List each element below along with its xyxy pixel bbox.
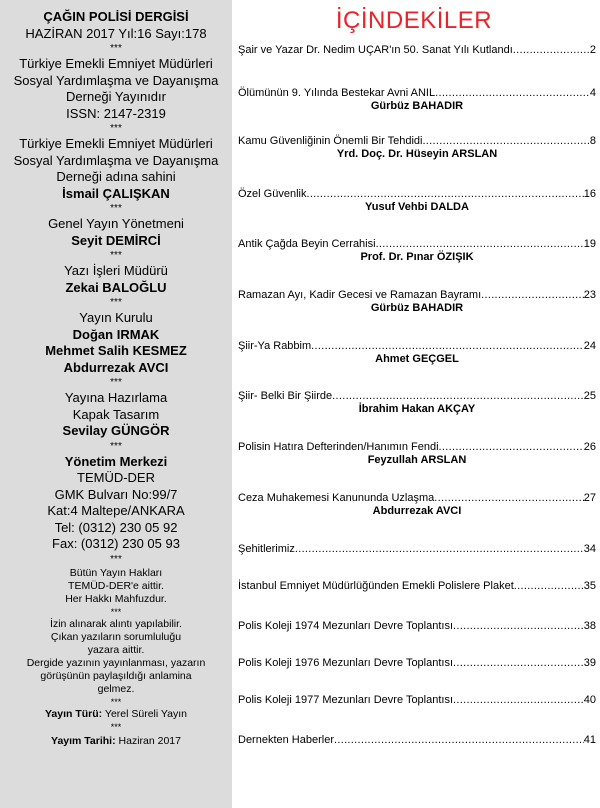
toc-page-number: 38 bbox=[583, 620, 596, 632]
toc-leader-dots bbox=[311, 340, 584, 353]
masthead-line: Çıkan yazıların sorumluluğu bbox=[50, 630, 182, 643]
toc-entry-row bbox=[238, 289, 596, 302]
separator-stars: *** bbox=[110, 721, 122, 732]
masthead-line: TEMÜD-DER bbox=[77, 470, 155, 485]
toc-entry-title: Ölümünün 9. Yılında Bestekar Avni ANIL bbox=[238, 87, 436, 99]
toc-title: İÇİNDEKİLER bbox=[335, 7, 493, 34]
masthead-line: Zekai BALOĞLU bbox=[65, 279, 167, 295]
masthead-line: Kat:4 Maltepe/ANKARA bbox=[47, 503, 185, 518]
masthead-line: Türkiye Emekli Emniyet Müdürleri bbox=[19, 136, 213, 151]
masthead-line: HAZİRAN 2017 Yıl:16 Sayı:178 bbox=[25, 25, 207, 41]
masthead-line: Seyit DEMİRCİ bbox=[71, 232, 161, 248]
toc-leader-dots bbox=[453, 620, 584, 633]
toc-page-number: 23 bbox=[583, 289, 596, 301]
toc-entry-row bbox=[238, 188, 596, 201]
toc-entry-author: Abdurrezak AVCI bbox=[372, 505, 462, 517]
toc-entry-row bbox=[238, 135, 596, 148]
toc-entry-title: Şiir- Belki Bir Şiirde bbox=[238, 390, 333, 402]
separator-stars: *** bbox=[110, 203, 122, 214]
toc-entry-title: Polis Koleji 1977 Mezunları Devre Toplantısı bbox=[238, 694, 454, 706]
separator-stars: *** bbox=[110, 553, 122, 565]
toc-leader-dots bbox=[513, 44, 590, 57]
masthead-line: Yönetim Merkezi bbox=[64, 453, 168, 469]
separator-stars: *** bbox=[110, 297, 122, 308]
toc-entry bbox=[238, 441, 596, 467]
masthead-line: Sosyal Yardımlaşma ve Dayanışma bbox=[13, 72, 219, 88]
toc-entry bbox=[238, 44, 596, 57]
masthead-line: İzin alınarak alıntı yapılabilir. bbox=[50, 617, 182, 630]
separator-stars: *** bbox=[110, 606, 122, 617]
toc-entry bbox=[238, 340, 596, 366]
toc-entry bbox=[238, 87, 596, 113]
masthead-line: Sevilay GÜNGÖR bbox=[62, 423, 170, 438]
masthead-sidebar bbox=[0, 0, 232, 808]
toc-page-number: 34 bbox=[583, 543, 596, 555]
masthead-line: Türkiye Emekli Emniyet Müdürleri bbox=[19, 56, 213, 71]
toc-page-number: 16 bbox=[583, 188, 596, 200]
toc-entry bbox=[238, 492, 596, 518]
toc-page-number: 19 bbox=[583, 238, 596, 250]
separator-stars: *** bbox=[110, 696, 122, 707]
masthead-line: TEMÜD-DER'e aittir. bbox=[68, 579, 164, 592]
masthead-line: Abdurrezak AVCI bbox=[63, 359, 169, 375]
toc-entry bbox=[238, 135, 596, 161]
toc-entry-row bbox=[238, 543, 596, 556]
toc-entry-author: Yrd. Doç. Dr. Hüseyin ARSLAN bbox=[336, 148, 498, 160]
toc-entry-row bbox=[238, 390, 596, 403]
separator-stars: *** bbox=[110, 43, 122, 54]
toc-entry-title: Ramazan Ayı, Kadir Gecesi ve Ramazan Bayramı bbox=[238, 289, 482, 301]
table-of-contents bbox=[238, 0, 598, 808]
toc-entry bbox=[238, 694, 596, 707]
masthead-line: Bütün Yayın Hakları bbox=[69, 566, 163, 579]
toc-page-number: 40 bbox=[583, 694, 596, 706]
toc-leader-dots bbox=[434, 492, 583, 505]
masthead-line: Derneği Yayınıdır bbox=[66, 89, 166, 104]
toc-leader-dots bbox=[453, 657, 584, 670]
toc-entry bbox=[238, 657, 596, 670]
masthead-line: Dergide yazının yayınlanması, yazarın bbox=[26, 656, 206, 669]
masthead-line: ÇAĞIN POLİSİ DERGİSİ bbox=[43, 9, 189, 24]
toc-entry-title: Şair ve Yazar Dr. Nedim UÇAR'ın 50. Sanat Yılı Kutlandı bbox=[238, 44, 513, 56]
masthead-line: Yayına Hazırlama bbox=[64, 390, 168, 405]
toc-entry-row bbox=[238, 87, 596, 100]
masthead-line: Mehmet Salih KESMEZ bbox=[45, 343, 187, 358]
toc-page-number: 41 bbox=[583, 734, 596, 746]
toc-entry-row bbox=[238, 657, 596, 670]
toc-entry-title: Şiir-Ya Rabbim bbox=[238, 340, 312, 352]
toc-entry-author: İbrahim Hakan AKÇAY bbox=[358, 403, 476, 415]
toc-leader-dots bbox=[453, 694, 584, 707]
toc-page-number: 39 bbox=[583, 657, 596, 669]
toc-entry-title: Polis Koleji 1976 Mezunları Devre Toplantısı bbox=[238, 657, 454, 669]
toc-entry-row bbox=[238, 340, 596, 353]
toc-page-number: 26 bbox=[583, 441, 596, 453]
masthead-line: Sosyal Yardımlaşma ve Dayanışma bbox=[13, 152, 219, 168]
masthead-line: Kapak Tasarım bbox=[72, 406, 160, 422]
separator-stars: *** bbox=[110, 250, 122, 261]
separator-stars: *** bbox=[110, 123, 122, 134]
toc-entry-row bbox=[238, 492, 596, 505]
toc-entry-title: İstanbul Emniyet Müdürlüğünden Emekli Polislere Plaket bbox=[238, 580, 514, 592]
toc-leader-dots bbox=[332, 390, 584, 403]
toc-leader-dots bbox=[481, 289, 584, 302]
masthead-lines bbox=[0, 9, 232, 708]
toc-entry-row bbox=[238, 441, 596, 454]
toc-leader-dots bbox=[422, 135, 589, 148]
masthead-line: gelmez. bbox=[97, 682, 135, 695]
toc-entry-author: Gürbüz BAHADIR bbox=[370, 302, 464, 314]
publication-type: Yayın Türü: Yerel Süreli Yayın bbox=[44, 707, 188, 720]
toc-entry-author: Prof. Dr. Pınar ÖZIŞIK bbox=[360, 251, 474, 263]
toc-entry bbox=[238, 580, 596, 593]
toc-entry-title: Özel Güvenlik bbox=[238, 188, 307, 200]
toc-entry bbox=[238, 188, 596, 214]
toc-entry-title: Şehitlerimiz bbox=[238, 543, 295, 555]
toc-page-number: 25 bbox=[583, 390, 596, 402]
toc-entry-author: Yusuf Vehbi DALDA bbox=[365, 201, 469, 213]
toc-entry-row bbox=[238, 694, 596, 707]
toc-entry-title: Dernekten Haberler bbox=[238, 734, 334, 746]
masthead-line: Doğan IRMAK bbox=[72, 326, 160, 342]
toc-entry-title: Kamu Güvenliğinin Önemli Bir Tehdidi bbox=[238, 135, 423, 147]
toc-leader-dots bbox=[439, 441, 584, 454]
toc-leader-dots bbox=[376, 238, 584, 251]
separator-stars: *** bbox=[110, 377, 122, 388]
toc-entry-title: Antik Çağda Beyin Cerrahisi bbox=[238, 238, 376, 250]
toc-entry-row bbox=[238, 44, 596, 57]
toc-entry bbox=[238, 543, 596, 556]
separator-stars: *** bbox=[110, 440, 122, 452]
masthead-line: Tel: (0312) 230 05 92 bbox=[54, 519, 178, 535]
masthead-line: Fax: (0312) 230 05 93 bbox=[52, 536, 180, 551]
masthead-line: Genel Yayın Yönetmeni bbox=[48, 216, 184, 231]
masthead-line: Her Hakkı Mahfuzdur. bbox=[65, 592, 167, 605]
toc-page-number: 27 bbox=[583, 492, 596, 504]
masthead-line: Yazı İşleri Müdürü bbox=[64, 263, 168, 278]
toc-entry bbox=[238, 238, 596, 264]
masthead-line: yazara aittir. bbox=[87, 643, 145, 656]
toc-entry-row bbox=[238, 734, 596, 747]
toc-page-number: 4 bbox=[589, 87, 596, 99]
toc-entry-title: Polis Koleji 1974 Mezunları Devre Toplantısı bbox=[238, 620, 454, 632]
masthead-line: görüşünün paylaşıldığı anlamina bbox=[40, 669, 192, 682]
toc-entry-row bbox=[238, 620, 596, 633]
publication-date: Yayım Tarihi: Haziran 2017 bbox=[51, 734, 181, 747]
masthead-line: Derneği adına sahini bbox=[56, 169, 176, 184]
toc-entry-title: Ceza Muhakemesi Kanununda Uzlaşma bbox=[238, 492, 435, 504]
toc-page-number: 2 bbox=[589, 44, 596, 56]
toc-entry bbox=[238, 620, 596, 633]
masthead-line: İsmail ÇALIŞKAN bbox=[62, 185, 170, 201]
toc-entry-author: Gürbüz BAHADIR bbox=[370, 100, 464, 112]
toc-page-number: 24 bbox=[583, 340, 596, 352]
toc-leader-dots bbox=[334, 734, 584, 747]
toc-leader-dots bbox=[435, 87, 590, 100]
toc-entry-row bbox=[238, 580, 596, 593]
masthead-line: ISSN: 2147-2319 bbox=[66, 105, 166, 121]
masthead-line: GMK Bulvarı No:99/7 bbox=[54, 486, 178, 502]
masthead-line: Yayın Kurulu bbox=[79, 310, 153, 325]
toc-leader-dots bbox=[514, 580, 584, 593]
toc-entry-author: Feyzullah ARSLAN bbox=[367, 454, 467, 466]
toc-page-number: 8 bbox=[589, 135, 596, 147]
toc-entry-row bbox=[238, 238, 596, 251]
toc-leader-dots bbox=[295, 543, 584, 556]
toc-entry-title: Polisin Hatıra Defterinden/Hanımın Fendi bbox=[238, 441, 439, 453]
toc-entry bbox=[238, 289, 596, 315]
toc-page-number: 35 bbox=[583, 580, 596, 592]
toc-entry bbox=[238, 734, 596, 747]
toc-entry bbox=[238, 390, 596, 416]
toc-entry-author: Ahmet GEÇGEL bbox=[375, 353, 459, 365]
toc-leader-dots bbox=[306, 188, 583, 201]
